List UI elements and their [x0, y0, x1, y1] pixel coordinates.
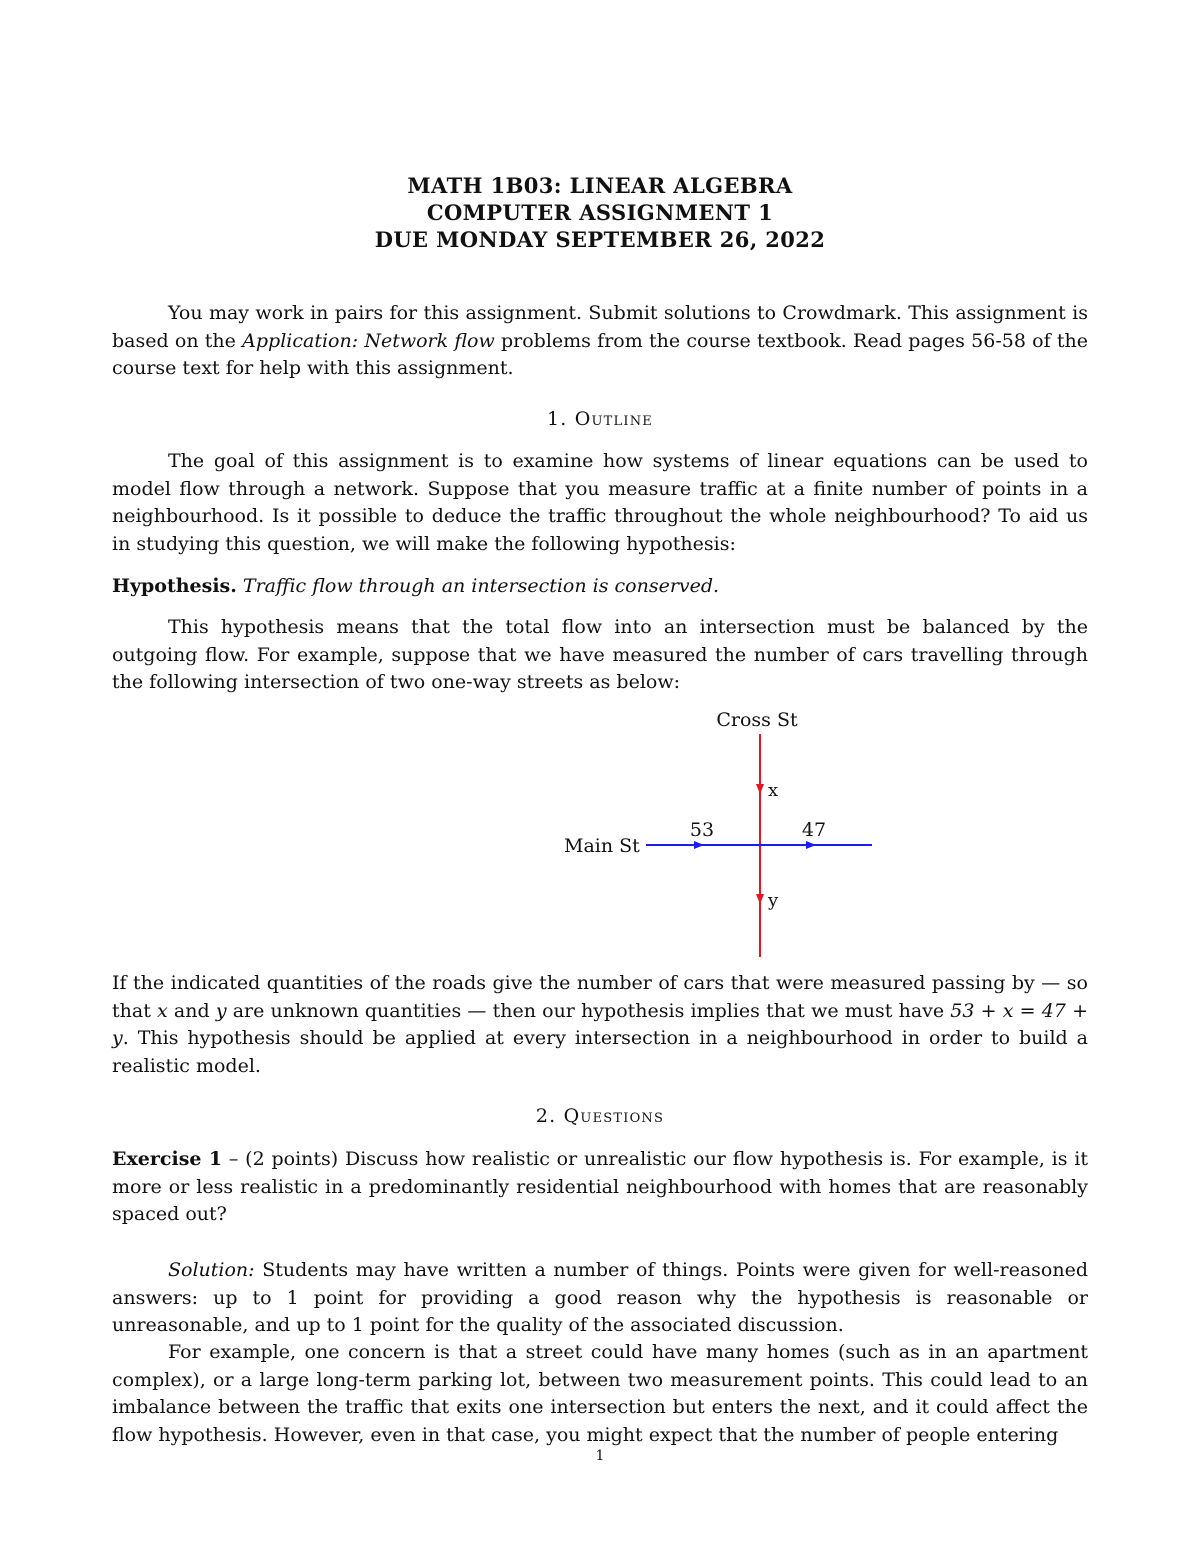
- y-label: y: [768, 890, 779, 911]
- hypothesis-explanation: This hypothesis means that the total flow into an intersection must be balanced by the outgoing flow. For example, suppose that we have measured the number of cars travelling through the following intersection of two one-way streets as below:: [112, 616, 1088, 693]
- outline-paragraph: The goal of this assignment is to examine how systems of linear equations can be used to model flow through a network. Suppose that you measure traffic at a finite number of points in a neighbourhood. Is it possible to deduce the traffic throughout the whole neighbourhood? To aid us in studying this question, we will make the following hypothesis:: [112, 450, 1088, 555]
- solution-paragraph: Solution: Students may have written a number of things. Points were given for well-reasoned answers: up to 1 point for providing a good reason why the hypothesis is reasonable or unreasonable, and up to 1 point for the quality of the associated discussion.: [112, 1259, 1088, 1336]
- due-date: DUE MONDAY SEPTEMBER 26, 2022: [374, 227, 826, 252]
- value-53: 53: [689, 819, 715, 841]
- hypothesis-statement: [112, 573, 1088, 601]
- hypothesis-text: Traffic flow through an intersection is conserved.: [242, 575, 720, 597]
- section-questions-heading: 2. Questions: [535, 1105, 665, 1127]
- cross-st-arrow-bottom-icon: [756, 894, 764, 904]
- page-number: 1: [595, 1448, 605, 1464]
- cross-st-arrow-top-icon: [756, 784, 764, 794]
- main-st-arrow-right-icon: [806, 841, 816, 849]
- main-st-label: Main St: [564, 835, 640, 857]
- balance-equation: 53 + x = 47 + y: [112, 999, 1088, 1049]
- application-emphasis: Application: Network flow: [242, 329, 495, 352]
- example-paragraph: For example, one concern is that a street could have many homes (such as in an apartment complex), or a large long-term parking lot, between two measurement points. This could lead to an imbalance between the traffic that exits one intersection but enters the next, and it could affect the flow hypothesis. However, even in that case, you might expect that the number of people entering: [112, 1341, 1088, 1446]
- solution-label: Solution:: [168, 1259, 255, 1281]
- intersection-diagram: [532, 700, 892, 964]
- document-title: [112, 172, 1088, 253]
- x-label: x: [768, 780, 779, 801]
- section-outline-heading: 1. Outline: [546, 408, 653, 430]
- intersection-svg: [532, 700, 892, 964]
- cross-st-label: Cross St: [716, 709, 798, 731]
- value-47: 47: [801, 819, 827, 841]
- main-st-arrow-left-icon: [694, 841, 704, 849]
- course-title: MATH 1B03: LINEAR ALGEBRA: [407, 173, 793, 198]
- exercise-1-label: Exercise 1: [112, 1148, 223, 1170]
- equation-paragraph: If the indicated quantities of the roads give the number of cars that were measured passing by — so that x and y are unknown quantities — then our hypothesis implies that we must have 53 + x = 47 + y. This hypothesis should be applied at every intersection in a neighbourhood in order to build a realistic model.: [112, 972, 1088, 1077]
- exercise-1: Exercise 1 – (2 points) Discuss how realistic or unrealistic our flow hypothesis is. For example, is it more or less realistic in a predominantly residential neighbourhood with homes that are reasonably spaced out?: [112, 1148, 1088, 1225]
- hypothesis-label: Hypothesis.: [112, 575, 237, 597]
- assignment-title: COMPUTER ASSIGNMENT 1: [426, 200, 774, 225]
- intro-paragraph: You may work in pairs for this assignment. Submit solutions to Crowdmark. This assignment is based on the Application: Network flow problems from the course textbook. Read pages 56-58 of the course text for help with this assignment.: [112, 302, 1088, 379]
